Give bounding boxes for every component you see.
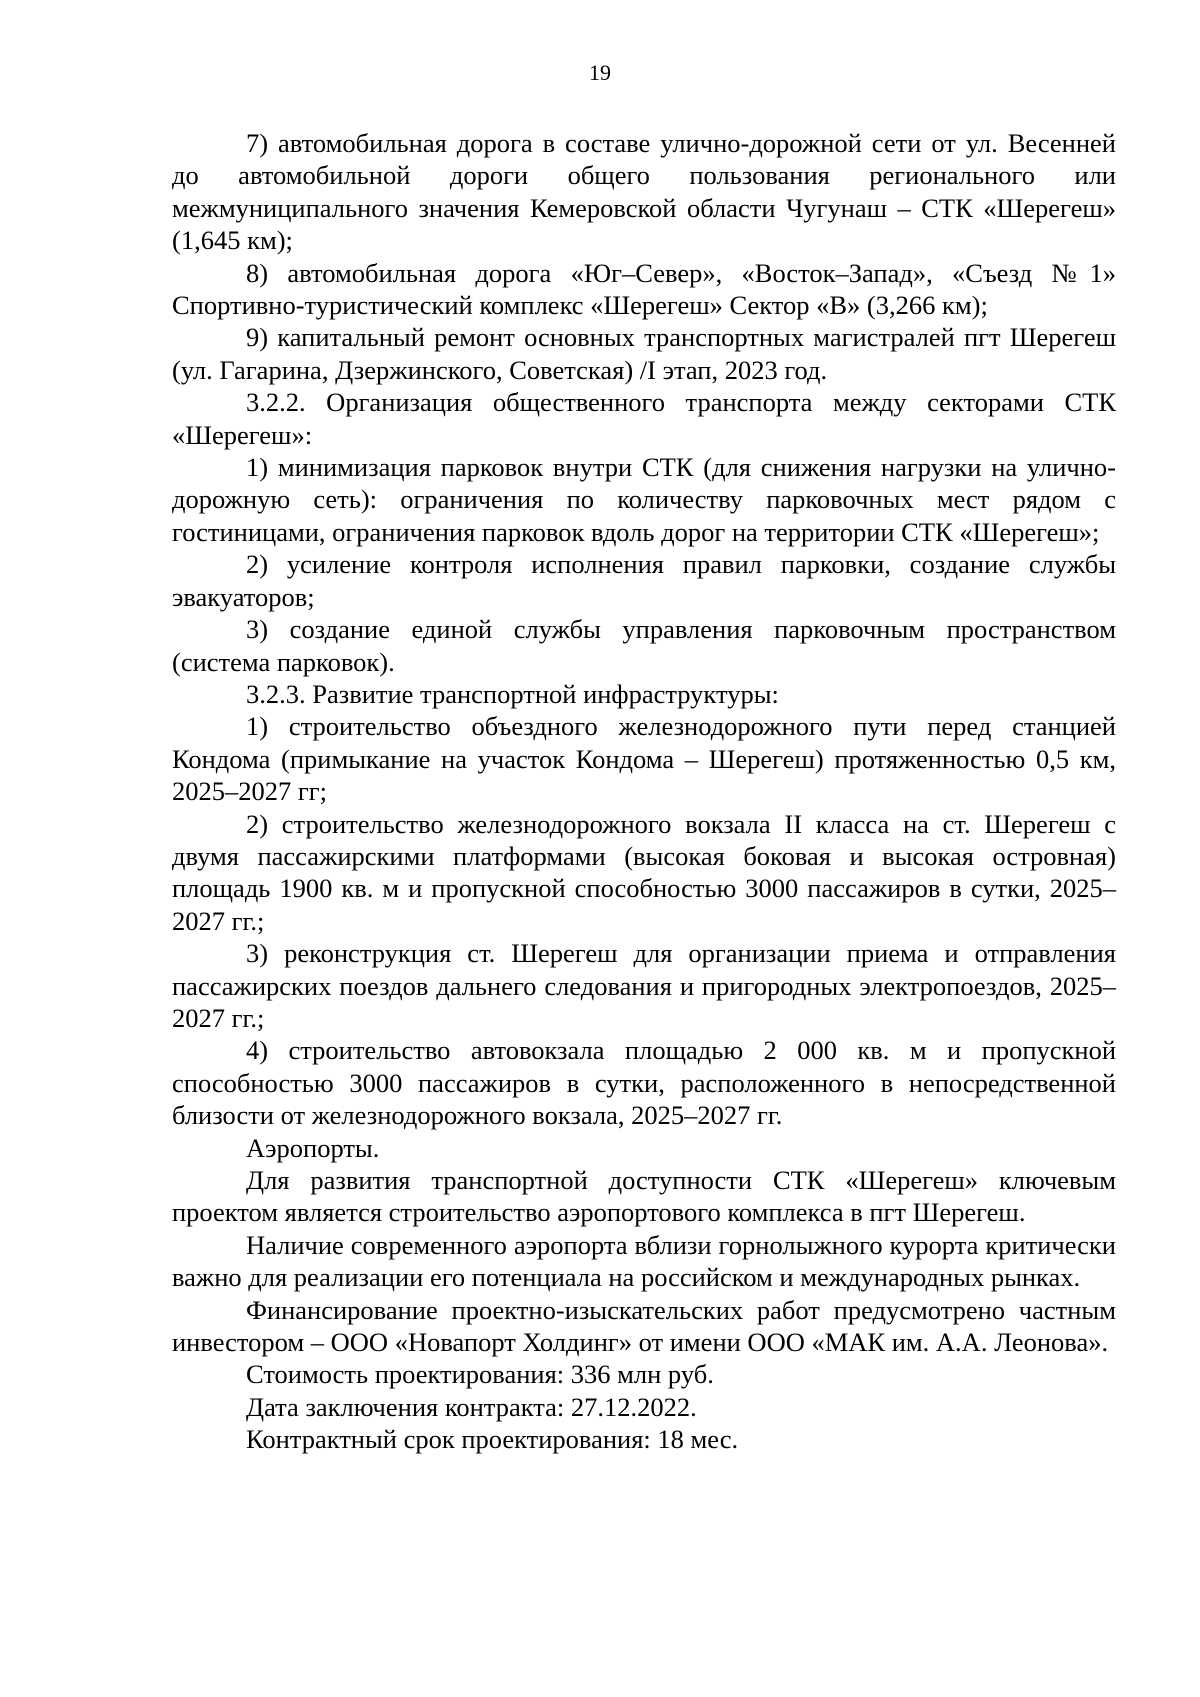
paragraph-infra-2: 2) строительство железнодорожного вокзала II класса на ст. Шерегеш с двумя пассажирскими платформами (высокая боковая и высокая островная) площадь 1900 кв. м и пропускной способностью 3000 пассажиров в сутки, 2025–2027 гг.;: [172, 808, 1116, 936]
airports-heading: Аэропорты.: [246, 1132, 380, 1163]
paragraph-road-7: 7) автомобильная дорога в составе улично-дорожной сети от ул. Весенней до автомобильной дороги общего пользования регионального или межмуниципального значения Кемеровской области Чугунаш – СТК «Шерегеш» (1,645 км);: [172, 128, 1116, 256]
paragraph-parking-1: 1) минимизация парковок внутри СТК (для снижения нагрузки на улично-дорожную сеть): ограничения по количеству парковочных мест рядом с гостиницами, ограничения парковок вдоль дорог на территории СТК «Шерегеш»;: [172, 452, 1116, 547]
paragraph-contract-term: Контрактный срок проектирования: 18 мес.: [246, 1424, 739, 1455]
paragraph-road-8: 8) автомобильная дорога «Юг–Север», «Восток–Запад», «Съезд №1» Спортивно-туристический комплекс «Шерегеш» Сектор «В» (3,266 км);: [172, 257, 1116, 321]
paragraph-infra-4: 4) строительство автовокзала площадью 2 000 кв. м и пропускной способностью 3000 пассажиров в сутки, расположенного в непосредственной близости от железнодорожного вокзала, 2025–2027 гг.: [172, 1035, 1116, 1131]
paragraph-parking-3: 3) создание единой службы управления парковочным пространством (система парковок).: [172, 614, 1116, 677]
paragraph-infra-1: 1) строительство объездного железнодорожного пути перед станцией Кондома (примыкание на участок Кондома – Шерегеш) протяженностью 0,5 км, 2025–2027 гг;: [172, 711, 1116, 807]
paragraph-design-cost: Стоимость проектирования: 336 млн руб.: [246, 1359, 714, 1390]
document-body: [172, 127, 1116, 1456]
section-heading-3-2-3: 3.2.3. Развитие транспортной инфраструктуры:: [246, 678, 779, 709]
paragraph-financing: Финансирование проектно-изыскательских работ предусмотрено частным инвестором – ООО «Новапорт Холдинг» от имени ООО «МАК им. А.А. Леонова».: [172, 1294, 1116, 1358]
page-number: 19: [589, 60, 611, 85]
paragraph-road-9: 9) капитальный ремонт основных транспортных магистралей пгт Шерегеш (ул. Гагарина, Дзержинского, Советская) /I этап, 2023 год.: [172, 322, 1116, 385]
section-heading-3-2-2: 3.2.2. Организация общественного транспорта между секторами СТК «Шерегеш»:: [172, 387, 1116, 450]
paragraph-contract-date: Дата заключения контракта: 27.12.2022.: [246, 1391, 697, 1422]
paragraph-parking-2: 2) усиление контроля исполнения правил парковки, создание службы эвакуаторов;: [172, 549, 1116, 612]
paragraph-airport-project: Для развития транспортной доступности СТК «Шерегеш» ключевым проектом является строительство аэропортового комплекса в пгт Шерегеш.: [172, 1165, 1116, 1228]
paragraph-airport-importance: Наличие современного аэропорта вблизи горнолыжного курорта критически важно для реализации его потенциала на российском и международных рынках.: [172, 1229, 1116, 1293]
paragraph-infra-3: 3) реконструкция ст. Шерегеш для организации приема и отправления пассажирских поездов дальнего следования и пригородных электропоездов, 2025–2027 гг.;: [172, 938, 1116, 1033]
